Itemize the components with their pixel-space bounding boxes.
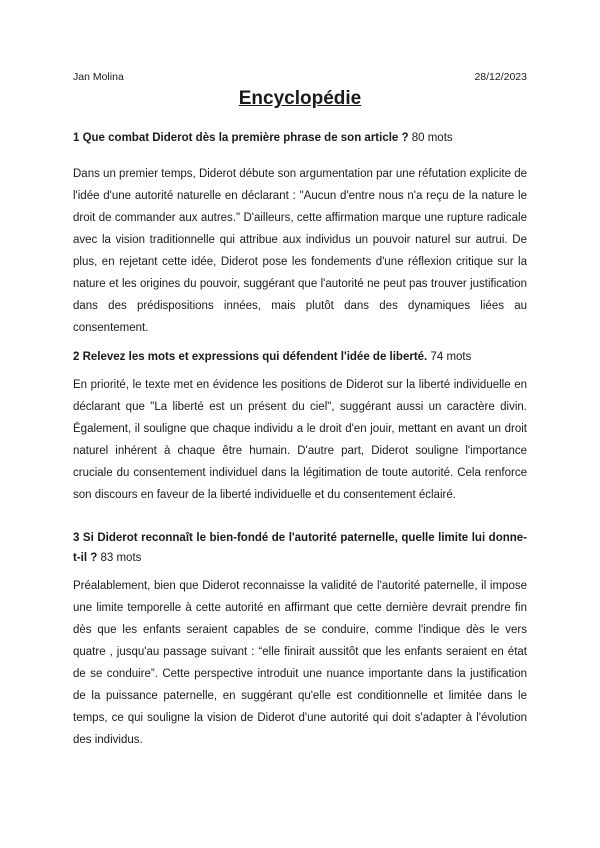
question-3-word-count: 83 mots [100, 552, 142, 564]
question-1-word-count: 80 mots [411, 132, 453, 144]
question-2-word-count: 74 mots [430, 351, 472, 363]
question-1-text: 1 Que combat Diderot dès la première phrase de son article ? [73, 132, 409, 144]
author-name: Jan Molina [73, 71, 124, 83]
answer-3: Préalablement, bien que Diderot reconnaisse la validité de l'autorité paternelle, il impose une limite temporelle à cette autorité en affirmant que cette dernière devrait prendre fin dès que les enfants seraient capables de se conduire, comme l'indique dès le vers quatre , jusqu'au passage suivant : “elle finirait aussitôt que les enfants seraient en état de se conduire”. Cette perspective introduit une nuance importante dans la justification de la puissance paternelle, en suggérant qu'elle est conditionnelle et limitée dans le temps, ce qui souligne la vision de Diderot d'une autorité qui doit s'adapter à l'évolution des individus. [73, 580, 527, 746]
page-title: Encyclopédie [238, 88, 362, 109]
document-page [73, 70, 527, 751]
question-2-text: 2 Relevez les mots et expressions qui défendent l'idée de liberté. [73, 351, 428, 363]
document-date: 28/12/2023 [474, 71, 527, 83]
question-2 [73, 347, 527, 367]
question-1 [73, 128, 527, 148]
answer-2: En priorité, le texte met en évidence les positions de Diderot sur la liberté individuelle en déclarant que "La liberté est un présent du ciel", suggérant aussi un caractère divin. Également, il souligne que chaque individu a le droit d'en jouir, mettant en avant un droit naturel inhérent à chaque être humain. D'autre part, Diderot souligne l'importance cruciale du consentement individuel dans la légitimation de toute autorité. Cela renforce son discours en faveur de la liberté individuelle et du consentement éclairé. [73, 379, 527, 501]
question-3-text: 3 Si Diderot reconnaît le bien-fondé de l'autorité paternelle, quelle limite lui donne-t-il ? [73, 532, 527, 564]
question-3 [73, 528, 527, 568]
answer-1: Dans un premier temps, Diderot débute son argumentation par une réfutation explicite de l'idée d'une autorité naturelle en déclarant : "Aucun d'entre nous n'a reçu de la nature le droit de commander aux autres." D'ailleurs, cette affirmation marque une rupture radicale avec la vision traditionnelle qui attribue aux individus un pouvoir naturel sur autrui. De plus, en rejetant cette idée, Diderot pose les fondements d'une réflexion critique sur la nature et les origines du pouvoir, suggérant que l'autorité ne peut pas trouver justification dans des prédispositions innées, mais plutôt dans des dynamiques liées au consentement. [73, 168, 527, 334]
document-header [73, 70, 527, 84]
